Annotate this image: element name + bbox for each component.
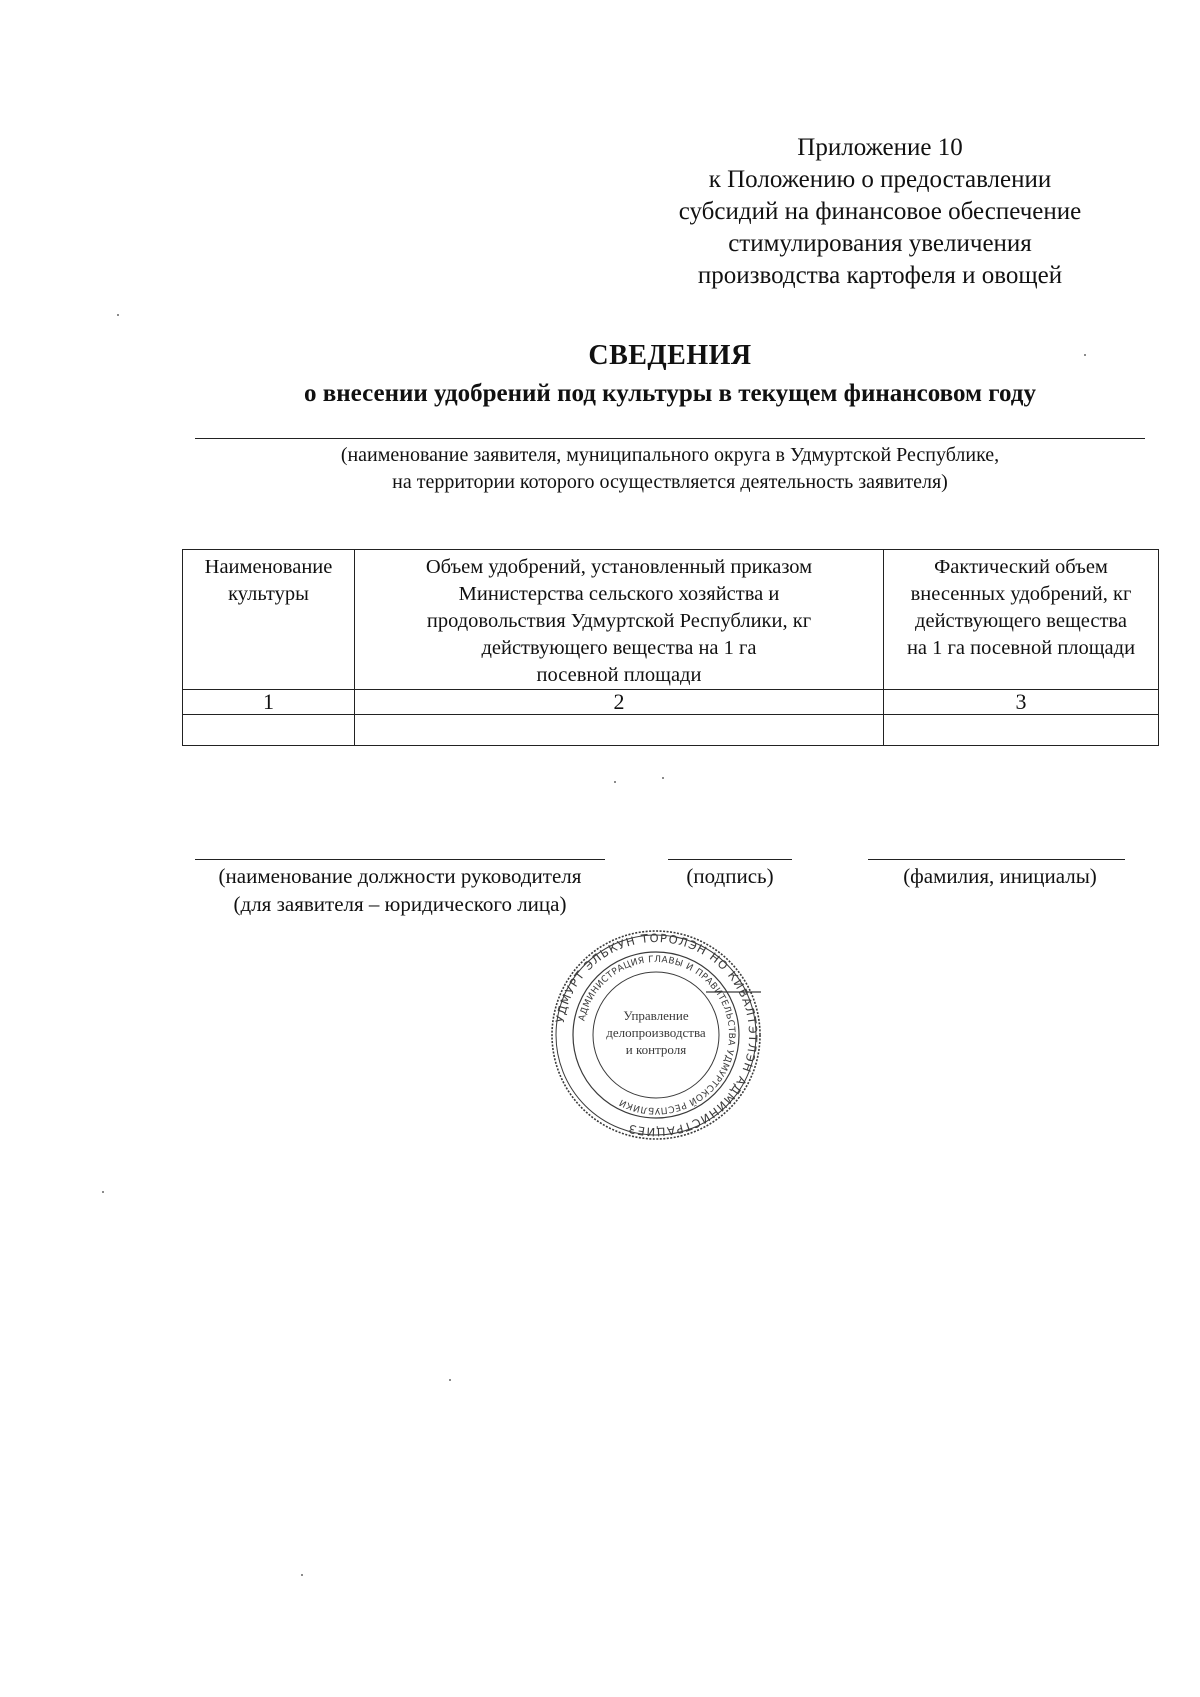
- appendix-line: субсидий на финансовое обеспечение: [678, 198, 1082, 225]
- signature-fill-line[interactable]: [668, 859, 792, 860]
- position-caption: [180, 862, 620, 918]
- scan-speck: [614, 781, 616, 783]
- appendix-line: к Положению о предоставлении: [708, 166, 1052, 193]
- document-title: СВЕДЕНИЯ: [588, 340, 752, 371]
- fertilizer-table: [182, 549, 1159, 746]
- header-established-volume: [355, 550, 884, 690]
- appendix-line: производства картофеля и овощей: [697, 262, 1063, 289]
- scan-speck: [102, 1191, 104, 1193]
- table-header-row: [183, 550, 1159, 690]
- signature-caption: (подпись): [686, 864, 774, 888]
- column-number: 1: [183, 690, 355, 715]
- header-text: внесенных удобрений, кг: [910, 583, 1132, 605]
- appendix-header: [640, 132, 1120, 292]
- official-stamp: [536, 930, 776, 1140]
- table-cell-actual[interactable]: [884, 715, 1159, 746]
- header-text: действующего вещества: [915, 610, 1127, 632]
- applicant-caption-line1: (наименование заявителя, муниципального округа в Удмуртской Республике,: [340, 444, 1000, 466]
- header-text: действующего вещества на 1 га: [481, 637, 757, 659]
- header-text: Объем удобрений, установленный приказом: [425, 556, 813, 578]
- column-number: 3: [884, 690, 1159, 715]
- position-fill-line[interactable]: [195, 859, 605, 860]
- name-caption: (фамилия, инициалы): [903, 864, 1097, 888]
- header-text: Фактический объем: [934, 556, 1108, 578]
- header-text: посевной площади: [536, 664, 702, 686]
- applicant-fill-line[interactable]: [195, 438, 1145, 439]
- stamp-center-line: делопроизводства: [606, 1025, 706, 1040]
- scan-speck: [449, 1379, 451, 1381]
- header-text: Наименование: [204, 556, 333, 578]
- scan-speck: [301, 1574, 303, 1576]
- stamp-center-line: и контроля: [625, 1042, 687, 1057]
- applicant-caption-line2: на территории которого осуществляется деятельность заявителя): [392, 471, 948, 493]
- table-cell-established[interactable]: [355, 715, 884, 746]
- position-caption-line1: (наименование должности руководителя: [218, 864, 582, 888]
- scan-speck: [662, 777, 664, 779]
- appendix-line: стимулирования увеличения: [728, 230, 1032, 257]
- header-text: культуры: [228, 583, 309, 605]
- name-fill-line[interactable]: [868, 859, 1125, 860]
- applicant-caption: [200, 442, 1140, 496]
- column-number: 2: [355, 690, 884, 715]
- stamp-center-line: Управление: [623, 1008, 689, 1023]
- stamp-middle-text: АДМИНИСТРАЦИЯ ГЛАВЫ И ПРАВИТЕЛЬСТВА УДМУРТСКОЙ РЕСПУБЛИКИ: [577, 954, 737, 1116]
- header-text: Министерства сельского хозяйства и: [458, 583, 780, 605]
- appendix-line: Приложение 10: [797, 134, 963, 161]
- scan-speck: [117, 314, 119, 316]
- header-text: продовольствия Удмуртской Республики, кг: [426, 610, 812, 632]
- stamp-outer-text: УДМУРТ ЭЛЬКУН ТОРОЛЭН НО КИВАЛТЭТЛЭН АДМИНИСТРАЦИЕЗ: [552, 930, 761, 1140]
- table-cell-crop[interactable]: [183, 715, 355, 746]
- table-row: [183, 715, 1159, 746]
- column-number-row: [183, 690, 1159, 715]
- document-subtitle: о внесении удобрений под культуры в текущем финансовом году: [304, 380, 1036, 407]
- header-actual-volume: [884, 550, 1159, 690]
- header-crop-name: [183, 550, 355, 690]
- header-text: на 1 га посевной площади: [906, 637, 1136, 659]
- position-caption-line2: (для заявителя – юридического лица): [233, 892, 567, 916]
